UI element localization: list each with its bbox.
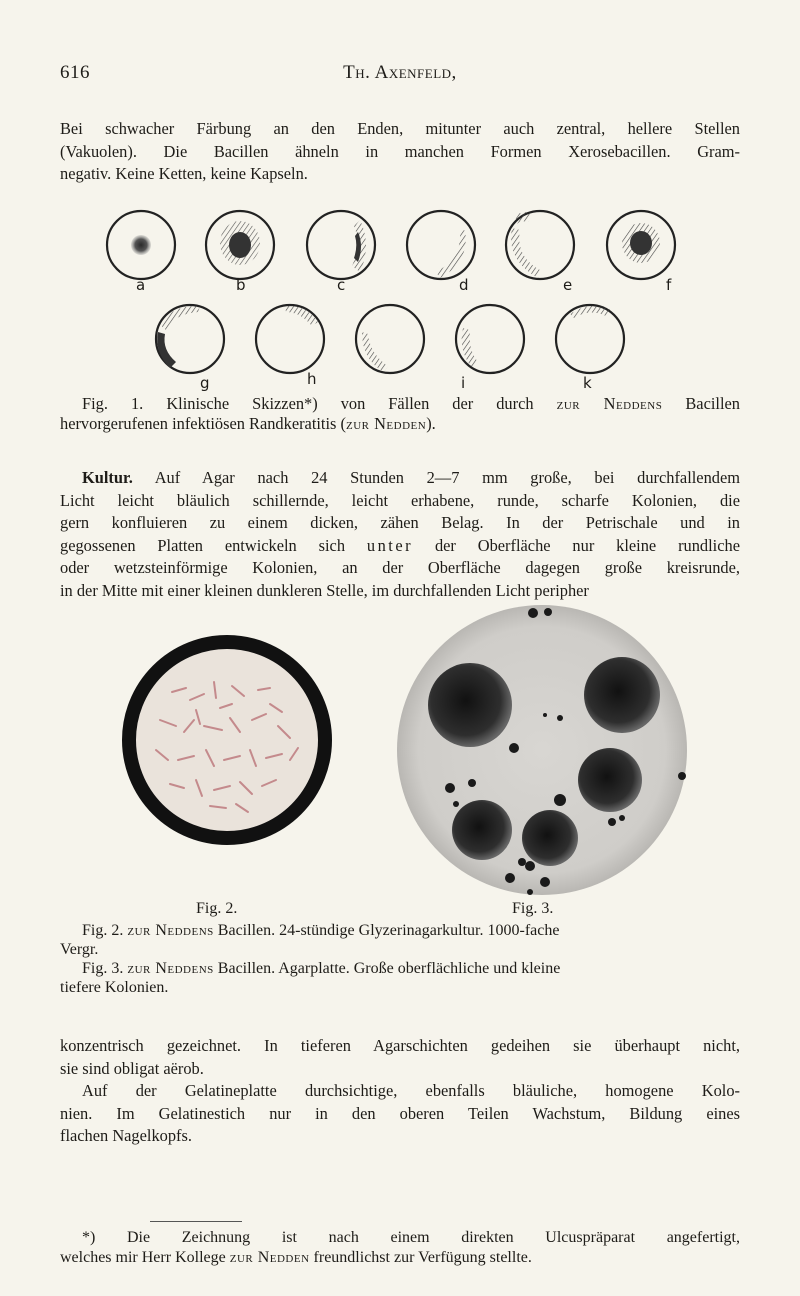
sketch-c bbox=[307, 211, 375, 279]
fig3-agar-plate bbox=[397, 605, 687, 895]
sketch-k1 bbox=[456, 305, 524, 373]
sketch-a bbox=[107, 211, 175, 279]
kultur-line: Licht leicht bläulich schillernde, leicht erhabene, runde, scharfe Kolonien, die bbox=[60, 490, 740, 510]
sketch-f bbox=[607, 211, 675, 279]
sketch-label-e: e bbox=[563, 276, 573, 294]
colony bbox=[452, 800, 512, 860]
kultur-line: in der Mitte mit einer kleinen dunkleren Stelle, im durchfallenden Licht peripher bbox=[60, 580, 589, 600]
kultur-paragraph bbox=[60, 467, 740, 602]
colony bbox=[584, 657, 660, 733]
sketch-g bbox=[156, 305, 224, 373]
kultur-line: gegossenen Platten entwickeln sich unter der Oberfläche nur kleine rundliche bbox=[60, 535, 740, 555]
continuation-line: Auf der Gelatineplatte durchsichtige, ebenfalls bläuliche, homogene Kolo- bbox=[82, 1081, 740, 1100]
continuation-line: nien. Im Gelatinestich nur in den oberen Teilen Wachstum, Bildung eines bbox=[60, 1103, 740, 1123]
sketch-label-k: k bbox=[583, 374, 592, 392]
figures-2-3 bbox=[0, 600, 800, 900]
fig2-label: Fig. 2. bbox=[196, 900, 238, 917]
footnote-line2: welches mir Herr Kollege zur Nedden freundlichst zur Verfügung stellte. bbox=[60, 1249, 532, 1266]
colony bbox=[428, 663, 512, 747]
continuation-paragraph bbox=[60, 1035, 740, 1148]
sketch-k2 bbox=[556, 305, 624, 373]
colony bbox=[578, 748, 642, 812]
kultur-line: oder wetzsteinförmige Kolonien, an der Oberfläche dagegen große kreisrunde, bbox=[60, 558, 740, 577]
sketch-label-b: b bbox=[236, 276, 246, 294]
intro-line: (Vakuolen). Die Bacillen ähneln in manchen Formen Xerosebacillen. Gram- bbox=[60, 141, 740, 161]
footnote-line1: *) Die Zeichnung ist nach einem direkten Ulcuspräparat angefertigt, bbox=[82, 1229, 740, 1246]
fig2-microscope-field bbox=[129, 642, 325, 838]
fig1-caption bbox=[60, 394, 740, 434]
sketch-e bbox=[506, 211, 574, 279]
sketch-label-c: c bbox=[337, 276, 346, 294]
sketch-h bbox=[256, 305, 324, 373]
sketch-i bbox=[356, 305, 424, 373]
intro-line: Bei schwacher Färbung an den Enden, mitunter auch zentral, hellere Stellen bbox=[60, 119, 740, 138]
fig3-caption-line1: Fig. 3. zur Neddens Bacillen. Agarplatte. Große oberflächliche und kleine bbox=[82, 960, 561, 977]
fig3-label: Fig. 3. bbox=[512, 900, 554, 917]
figs-2-3-captions bbox=[60, 921, 740, 997]
sketch-label-a: a bbox=[136, 276, 146, 294]
footnote-rule bbox=[150, 1221, 242, 1222]
continuation-line: sie sind obligat aërob. bbox=[60, 1058, 204, 1078]
kultur-line: Kultur. Auf Agar nach 24 Stunden 2—7 mm große, bei durchfallendem bbox=[82, 468, 741, 487]
sketch-b bbox=[206, 211, 274, 279]
sketch-d bbox=[407, 211, 475, 279]
sketch-label-d: d bbox=[459, 276, 469, 294]
sketch-label-g: g bbox=[200, 374, 210, 392]
fig1-caption-line1: Fig. 1. Klinische Skizzen*) von Fällen der durch zur Neddens Bacillen bbox=[82, 394, 740, 413]
fig1-sketches bbox=[0, 0, 800, 400]
kultur-heading: Kultur. bbox=[82, 468, 133, 487]
continuation-line: flachen Nagelkopfs. bbox=[60, 1126, 192, 1145]
intro-line: negativ. Keine Ketten, keine Kapseln. bbox=[60, 164, 308, 183]
fig3-caption-line2: tiefere Kolonien. bbox=[60, 979, 169, 996]
sketch-label-h: h bbox=[307, 370, 317, 388]
page-number: 616 bbox=[60, 62, 90, 83]
sketch-label-i: i bbox=[461, 374, 466, 392]
fig2-caption-line1: Fig. 2. zur Neddens Bacillen. 24-stündige Glyzerinagarkultur. 1000-fache bbox=[82, 922, 560, 939]
running-head: Th. Axenfeld, bbox=[343, 62, 457, 83]
fig2-caption-line2: Vergr. bbox=[60, 941, 99, 958]
continuation-line: konzentrisch gezeichnet. In tieferen Agarschichten gedeihen sie überhaupt nicht, bbox=[60, 1036, 740, 1055]
sketch-label-f: f bbox=[666, 276, 672, 294]
colony bbox=[522, 810, 578, 866]
footnote bbox=[60, 1228, 740, 1268]
fig1-caption-line2: hervorgerufenen infektiösen Randkeratitis (zur Nedden). bbox=[60, 414, 436, 433]
kultur-line: gern konfluieren zu einem dicken, zähen Belag. In der Petrischale und in bbox=[60, 513, 740, 532]
